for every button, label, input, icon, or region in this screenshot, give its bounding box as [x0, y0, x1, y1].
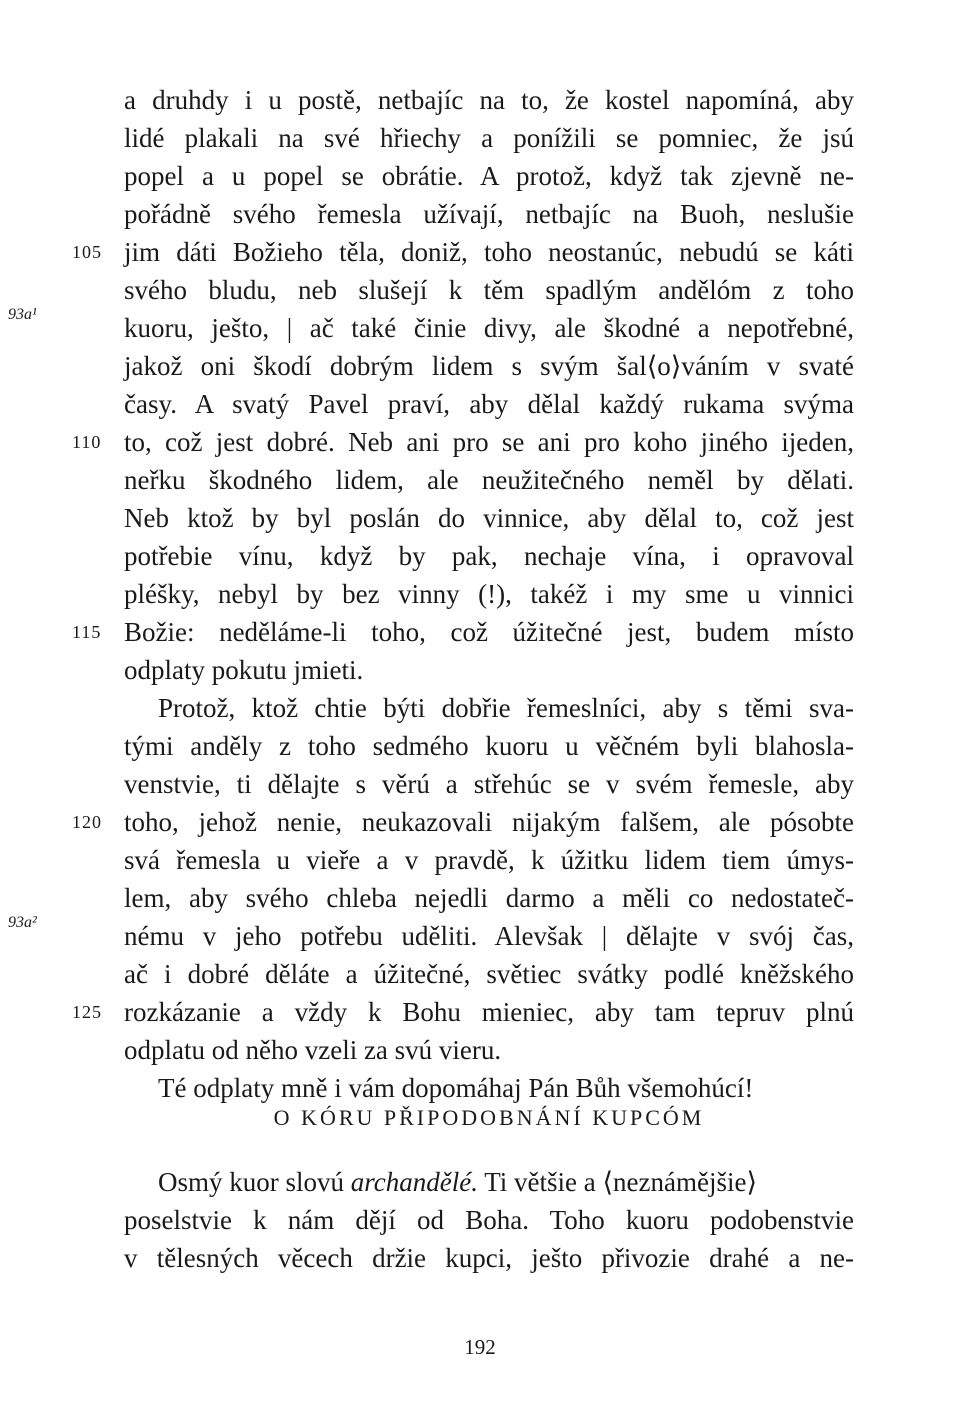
text-line: a druhdy i u postě, netbajíc na to, že kostel napomíná, aby	[124, 85, 854, 115]
text-line: venstvie, ti dělajte s věrú a střehúc se v svém řemesle, aby	[124, 769, 854, 799]
italic-term: archandělé.	[350, 1167, 478, 1197]
text-line: popel a u popel se obrátie. A protož, když tak zjevně ne-	[124, 161, 854, 191]
text-line: jakož oni škodí dobrým lidem s svým šal⟨o⟩váním v svaté	[124, 351, 854, 381]
text-line: pořádně svého řemesla užívají, netbajíc na Buoh, neslušie	[124, 199, 854, 229]
text-line: svého bludu, neb slušejí k těm spadlým andělóm z toho	[124, 275, 854, 305]
text-line: kuoru, ješto, | ač také činie divy, ale škodné a nepotřebné,	[124, 313, 854, 343]
text-line: jim dáti Božieho těla, doniž, toho neostanúc, nebudú se káti	[124, 237, 854, 267]
text-line: Božie: neděláme-li toho, což úžitečné jest, budem místo	[124, 617, 854, 647]
section-heading: O KÓRU PŘIPODOBNÁNÍ KUPCÓM	[273, 1105, 705, 1130]
text-line: svá řemesla u vieře a v pravdě, k úžitku lidem tiem úmys-	[124, 845, 854, 875]
closing-line: Té odplaty mně i vám dopomáhaj Pán Bůh všemohúcí!	[158, 1073, 754, 1103]
line-number: 110	[72, 432, 102, 452]
text-line: rozkázanie a vždy k Bohu mieniec, aby tam tepruv plnú	[124, 997, 854, 1027]
text-line: odplaty pokutu jmieti.	[124, 655, 364, 685]
text-line: pléšky, nebyl by bez vinny (!), takéž i my sme u vinnici	[124, 579, 854, 609]
text-line: potřebie vínu, když by pak, nechaje vína, i opravoval	[124, 541, 854, 571]
text-line: časy. A svatý Pavel praví, aby dělal každý rukama svýma	[124, 389, 854, 419]
text-line: tými anděly z toho sedmého kuoru u věčném byli blahosla-	[124, 731, 854, 761]
page-number: 192	[464, 1335, 496, 1359]
text-line: poselstvie k nám dějí od Boha. Toho kuoru podobenstvie	[124, 1205, 854, 1235]
text-line: odplatu od něho vzeli za svú vieru.	[124, 1035, 502, 1065]
folio-mark: 93a²	[8, 914, 37, 931]
text-line: lem, aby svého chleba nejedli darmo a měli co nedostateč-	[124, 883, 854, 913]
line-number: 105	[72, 242, 102, 262]
paragraph-start-line: Protož, ktož chtie býti dobřie řemeslníci, aby s těmi sva-	[158, 693, 854, 723]
text-line: lidé plakali na své hřiechy a ponížili se pomniec, že jsú	[124, 123, 854, 153]
line-number: 115	[72, 622, 102, 642]
text-line: ač i dobré děláte a úžitečné, světiec svátky podlé kněžského	[124, 959, 854, 989]
line-number: 125	[72, 1002, 102, 1022]
text-line: v tělesných věcech držie kupci, ješto přivozie drahé a ne-	[124, 1243, 854, 1273]
text-line: nému v jeho potřebu uděliti. Alevšak | dělajte v svój čas,	[124, 921, 854, 951]
text-line: to, což jest dobré. Neb ani pro se ani pro koho jiného ijeden,	[124, 427, 854, 457]
line-number: 120	[72, 812, 102, 832]
text-line: Neb ktož by byl poslán do vinnice, aby dělal to, což jest	[124, 503, 854, 533]
section-text: Ti většie a ⟨neznámějšie⟩	[477, 1167, 758, 1197]
text-line: toho, jehož nenie, neukazovali nijakým falšem, ale pósobte	[124, 807, 854, 837]
section-text: Osmý kuor slovú	[158, 1167, 351, 1197]
section-first-line	[158, 1162, 854, 1202]
text-line: neřku škodného lidem, ale neužitečného neměl by dělati.	[124, 465, 854, 495]
folio-mark: 93a¹	[8, 306, 37, 323]
